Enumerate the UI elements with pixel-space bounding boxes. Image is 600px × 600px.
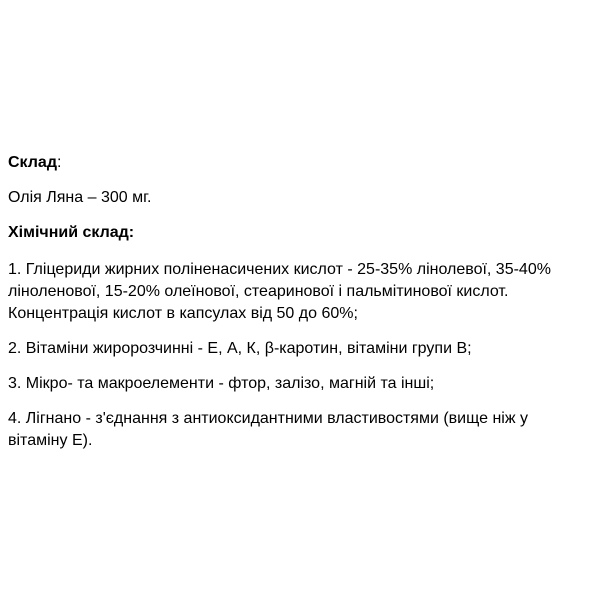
chemical-item-3 — [8, 373, 596, 395]
composition-heading: Склад — [8, 154, 57, 171]
chemical-item-line: вітаміну Е). — [8, 432, 93, 449]
composition-heading-colon: : — [56, 154, 62, 171]
composition-heading-row — [8, 152, 596, 174]
chemical-item-line: Концентрація кислот в капсулах від 50 до 60%; — [8, 305, 358, 322]
chemical-item-line: 4. Лігнано - з'єднання з антиоксидантними властивостями (вище ніж у — [8, 410, 528, 427]
product-description — [8, 152, 596, 452]
chemical-item-1 — [8, 259, 596, 325]
chemical-item-2 — [8, 338, 596, 360]
chemical-item-4 — [8, 408, 596, 452]
composition-line: Олія Ляна – 300 мг. — [8, 189, 152, 206]
chemical-item-line: 2. Вітаміни жиророзчинні - Е, А, К, β-каротин, вітаміни групи В; — [8, 340, 472, 357]
chemical-item-line: 1. Гліцериди жирних поліненасичених кислот - 25-35% лінолевої, 35-40% — [8, 261, 551, 278]
chemical-item-line: ліноленової, 15-20% олеїнової, стеаринової і пальмітинової кислот. — [8, 283, 509, 300]
chemical-composition-heading: Хімічний склад: — [8, 224, 135, 241]
chemical-item-line: 3. Мікро- та макроелементи - фтор, залізо, магній та інші; — [8, 375, 435, 392]
